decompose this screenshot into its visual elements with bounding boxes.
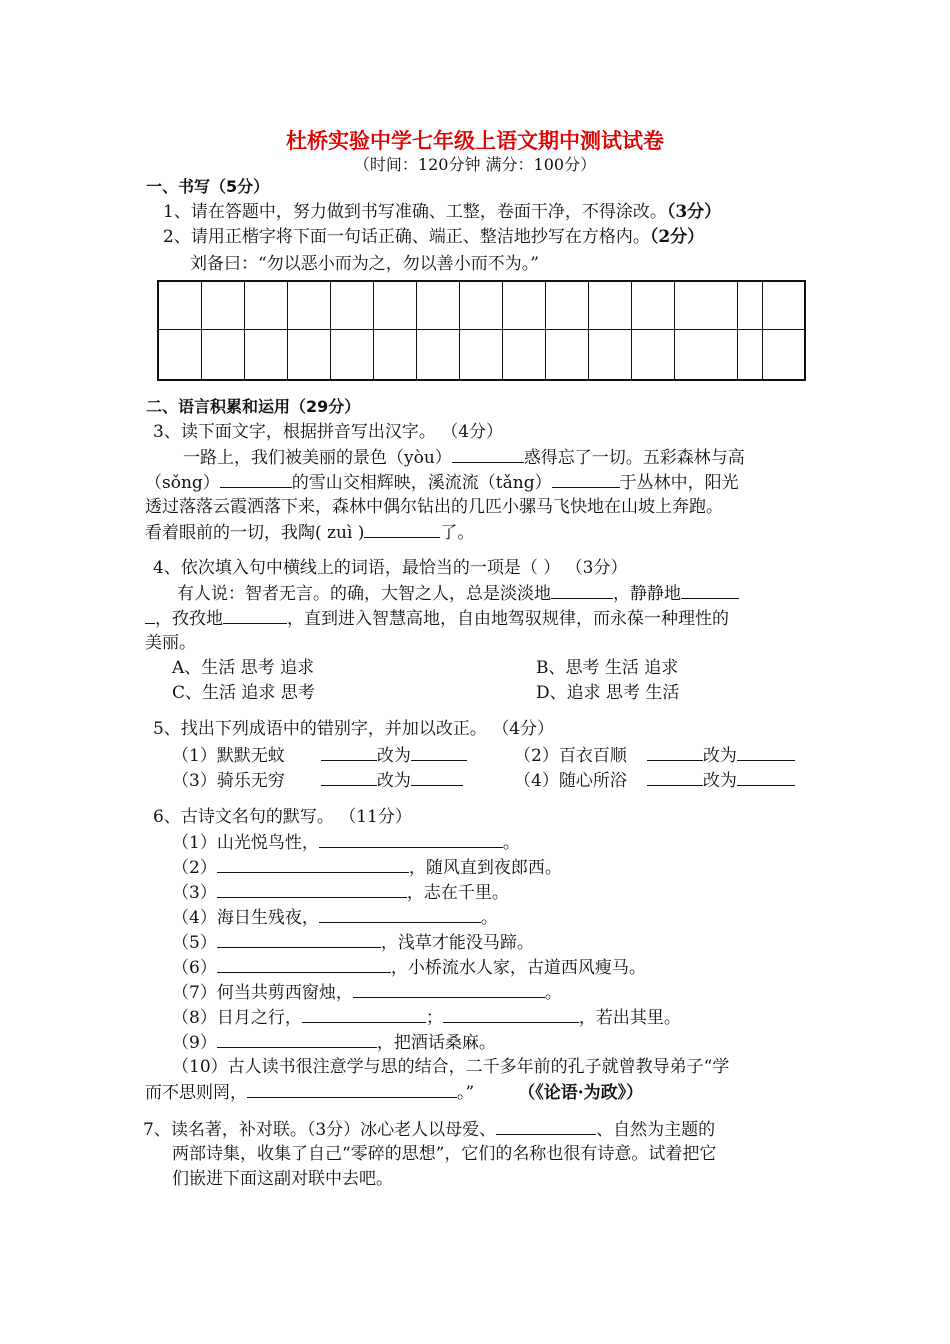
q6-blank-10[interactable] [247,1081,457,1098]
question-2 [163,226,704,248]
q7-line-1 [143,1118,715,1141]
blank-tang[interactable] [552,471,620,488]
section-1-heading: 一、书写（5分） [146,177,270,196]
exam-title: 杜桥实验中学七年级上语文期中测试试卷 [286,129,664,153]
q6-p9a: （9） [172,1033,217,1053]
q6-p5b: ，浅草才能没马蹄。 [380,933,534,953]
q6-p1b: 。 [502,833,520,853]
q2-score: （2分） [649,227,705,247]
q3-l4b: 了。 [440,523,475,543]
q3-l1a: 一路上，我们被美丽的景色（yòu） [183,448,452,468]
q4-l1b: ，静静地 [613,584,681,604]
q7-l1b: 、自然为主题的 [596,1120,716,1140]
q5-wrong-1[interactable] [321,744,377,761]
q3-l1b: 惑得忘了一切。五彩森林与高 [523,448,745,468]
q6-p6b: ，小桥流水人家，古道西风瘦马。 [390,958,646,978]
q3-l2c: 于丛林中，阳光 [619,473,739,493]
q6-blank-7[interactable] [353,981,545,998]
q5-item-2 [514,744,795,767]
blank-zui[interactable] [364,521,440,538]
q3-l4a: 看着眼前的一切，我陶( zuì ) [145,523,365,543]
q3-l2b: 的雪山交相辉映，溪流流（tǎng） [291,473,552,493]
q4-option-c[interactable]: C、生活 追求 思考 [172,683,315,703]
q6-p2b: ，随风直到夜郎西。 [408,858,562,878]
q1-score: （3分） [666,202,722,222]
q6-p4a: （4）海日生残夜， [172,908,319,928]
q4-l2a: ，孜孜地 [155,609,223,629]
q5-i4: （4）随心所浴 [514,771,627,791]
q5-change-3: 改为 [376,771,411,791]
q3-line-2 [145,471,739,494]
q5-fix-2[interactable] [737,744,795,761]
q4-line-1 [177,582,739,605]
q5-wrong-2[interactable] [647,744,703,761]
q4-line-3: 美丽。 [145,633,196,653]
q6-p4b: 。 [480,908,498,928]
q6-blank-4[interactable] [319,906,481,923]
q4-blank-3[interactable] [223,607,287,624]
q3-stem: 3、读下面文字，根据拼音写出汉字。 （4分） [153,422,504,442]
q4-blank-2-cont [145,607,155,624]
q6-poem-10: （10）古人读书很注意学与思的结合，二千多年前的孔子就曾教导弟子“学 [172,1057,730,1077]
q6-poem-5 [172,931,534,954]
q4-blank-1[interactable] [551,582,613,599]
q3-l2a: （sǒng） [145,473,220,493]
q6-p8b: ； [425,1008,443,1028]
q6-blank-3[interactable] [217,881,407,898]
q6-p7b: 。 [544,983,562,1003]
q3-line-3: 透过落落云霞洒落下来，森林中偶尔钻出的几匹小骡马飞快地在山坡上奔跑。 [145,497,723,517]
blank-song[interactable] [220,471,292,488]
q6-blank-8b[interactable] [443,1006,579,1023]
q6-poem-8 [172,1006,681,1029]
q1-text: 1、请在答题中，努力做到书写准确、工整，卷面干净，不得涂改。 [163,202,667,222]
q6-blank-1[interactable] [319,831,503,848]
q5-wrong-3[interactable] [321,769,377,786]
q6-p9b: ，把酒话桑麻。 [376,1033,496,1053]
q5-i3: （3）骑乐无穷 [172,771,285,791]
q6-p8a: （8）日月之行， [172,1008,302,1028]
q5-change-4: 改为 [702,771,737,791]
q3-line-1 [183,446,745,469]
q4-l1a: 有人说：智者无言。的确，大智之人，总是淡淡地 [177,584,551,604]
q5-i1: （1）默默无蚊 [172,746,285,766]
q5-fix-3[interactable] [411,769,463,786]
q7-blank[interactable] [496,1118,596,1135]
q7-l1a: 7、读名著，补对联。（3分）冰心老人以母爱、 [143,1120,497,1140]
q5-item-4 [514,769,795,792]
q6-blank-9[interactable] [217,1031,377,1048]
q4-option-d[interactable]: D、追求 思考 生活 [536,683,680,703]
q6-p10-source: （《论语·为政》） [518,1083,644,1103]
q5-change-2: 改为 [702,746,737,766]
q6-p10c: 。” [457,1083,475,1103]
question-1 [163,201,721,223]
q4-stem: 4、依次填入句中横线上的词语，最恰当的一项是（ ） （3分） [153,558,628,578]
writing-grid[interactable] [157,280,806,381]
q6-poem-7 [172,981,562,1004]
q6-poem-1 [172,831,520,854]
q6-blank-5[interactable] [217,931,381,948]
q4-line-2 [145,607,729,630]
q2-text: 2、请用正楷字将下面一句话正确、端正、整洁地抄写在方格内。 [163,227,650,247]
q4-option-b[interactable]: B、思考 生活 追求 [536,658,679,678]
q6-blank-8a[interactable] [302,1006,426,1023]
q6-p7a: （7）何当共剪西窗烛， [172,983,353,1003]
q6-poem-2 [172,856,562,879]
q7-line-3: 们嵌进下面这副对联中去吧。 [172,1169,393,1189]
q2-quote: 刘备曰：“勿以恶小而为之，勿以善小而不为。” [190,254,539,274]
q7-line-2: 两部诗集，收集了自己“零碎的思想”，它们的名称也很有诗意。试着把它 [172,1144,717,1164]
q5-item-3 [172,769,463,792]
q6-poem-10-cont [145,1081,643,1104]
q6-p8c: ，若出其里。 [578,1008,681,1028]
q6-blank-6[interactable] [217,956,391,973]
q6-stem: 6、古诗文名句的默写。 （11分） [153,807,412,827]
section-2-heading: 二、语言积累和运用（29分） [146,397,361,416]
q6-p1a: （1）山光悦鸟性， [172,833,319,853]
q6-poem-4 [172,906,498,929]
q5-fix-4[interactable] [737,769,795,786]
q3-line-4 [145,521,474,544]
q6-p2a: （2） [172,858,217,878]
q4-option-a[interactable]: A、生活 思考 追求 [172,658,315,678]
q4-l2b: ，直到进入智慧高地，自由地驾驭规律，而永葆一种理性的 [287,609,729,629]
q5-change-1: 改为 [376,746,411,766]
q6-p10b: 而不思则罔， [145,1083,247,1103]
q6-blank-2[interactable] [217,856,409,873]
blank-you[interactable] [452,446,524,463]
q6-p5a: （5） [172,933,217,953]
q6-p6a: （6） [172,958,217,978]
q6-poem-9 [172,1031,496,1054]
q5-fix-1[interactable] [411,744,467,761]
q5-i2: （2）百衣百顺 [514,746,627,766]
q5-item-1 [172,744,467,767]
exam-subtitle: （时间：120分钟 满分：100分） [353,155,597,174]
q6-poem-3 [172,881,509,904]
q5-wrong-4[interactable] [647,769,703,786]
q6-p3b: ，志在千里。 [406,883,509,903]
q6-p3a: （3） [172,883,217,903]
q5-stem: 5、找出下列成语中的错别字，并加以改正。 （4分） [153,719,555,739]
q4-blank-2[interactable] [681,582,739,599]
q6-poem-6 [172,956,646,979]
